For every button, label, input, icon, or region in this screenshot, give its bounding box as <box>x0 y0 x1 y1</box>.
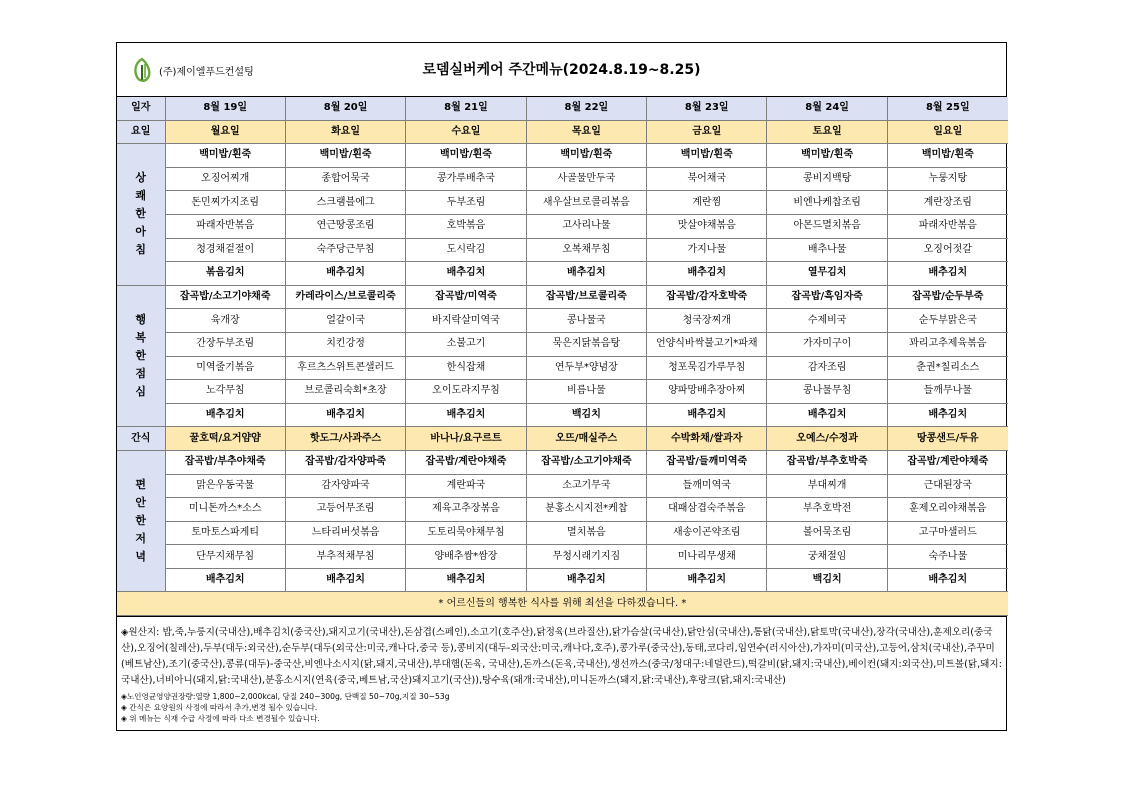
meal-label-char: 한 <box>135 349 147 363</box>
meal-label-text <box>135 311 146 401</box>
date-cell: 8월 21일 <box>406 97 526 120</box>
menu-row <box>117 332 1008 356</box>
menu-item: 분홍소시지전*케찹 <box>526 498 646 522</box>
menu-row <box>117 498 1008 522</box>
menu-item: 배추김치 <box>887 403 1007 427</box>
menu-item: 한식잡채 <box>406 356 526 380</box>
menu-item: 열무김치 <box>767 262 887 286</box>
meal-label-char: 점 <box>135 367 147 381</box>
menu-item: 잡곡밥/순두부죽 <box>887 285 1007 309</box>
slogan-row <box>117 592 1008 616</box>
menu-item: 배추김치 <box>526 262 646 286</box>
menu-item: 연근땅콩조림 <box>285 214 405 238</box>
menu-item: 콩가루배추국 <box>406 167 526 191</box>
menu-item: 잡곡밥/계란야채죽 <box>406 450 526 474</box>
weekday-label: 요일 <box>117 120 165 144</box>
menu-item: 배추김치 <box>285 403 405 427</box>
menu-item: 배추나물 <box>767 238 887 262</box>
meal-label-char: 상 <box>135 171 147 185</box>
date-cell: 8월 23일 <box>647 97 767 120</box>
meal-label-char: 쾌 <box>135 189 147 203</box>
menu-row <box>117 191 1008 215</box>
menu-row <box>117 309 1008 333</box>
meal-label-char: 녁 <box>135 550 147 564</box>
snack-row <box>117 427 1008 451</box>
menu-row <box>117 144 1008 168</box>
menu-item: 계란찜 <box>647 191 767 215</box>
menu-item: 고등어무조림 <box>285 498 405 522</box>
weekday-cell: 일요일 <box>887 120 1007 144</box>
menu-item: 사골물만두국 <box>526 167 646 191</box>
menu-item: 새우살브로콜리볶음 <box>526 191 646 215</box>
menu-item: 배추김치 <box>406 403 526 427</box>
company-name: (주)제이엘푸드컨설팅 <box>159 66 254 78</box>
menu-item: 백김치 <box>526 403 646 427</box>
menu-item: 도시락김 <box>406 238 526 262</box>
weekday-cell: 토요일 <box>767 120 887 144</box>
weekday-cell: 월요일 <box>165 120 285 144</box>
menu-row <box>117 356 1008 380</box>
menu-item: 카레라이스/브로콜리죽 <box>285 285 405 309</box>
menu-item: 고사리나물 <box>526 214 646 238</box>
menu-item: 감자양파국 <box>285 474 405 498</box>
menu-item: 백미밥/흰죽 <box>647 144 767 168</box>
menu-item: 미니돈까스*소스 <box>165 498 285 522</box>
snack-cell: 오예스/수정과 <box>767 427 887 451</box>
menu-item: 브로콜리숙회*초장 <box>285 380 405 404</box>
menu-item: 잡곡밥/브로콜리죽 <box>526 285 646 309</box>
menu-item: 오복채무침 <box>526 238 646 262</box>
date-label: 일자 <box>117 97 165 120</box>
meal-label-text <box>135 169 146 259</box>
menu-item: 미나리무생채 <box>647 545 767 569</box>
snack-cell: 바나나/요구르트 <box>406 427 526 451</box>
menu-item: 잡곡밥/들깨미역죽 <box>647 450 767 474</box>
date-row <box>117 97 1008 120</box>
menu-item: 콩비지백탕 <box>767 167 887 191</box>
menu-item: 제육고추장볶음 <box>406 498 526 522</box>
menu-item: 스크램블에그 <box>285 191 405 215</box>
snack-cell: 핫도그/사과주스 <box>285 427 405 451</box>
meal-label-char: 복 <box>135 331 147 345</box>
sheet-header <box>117 43 1006 97</box>
menu-row <box>117 285 1008 309</box>
menu-item: 백미밥/흰죽 <box>406 144 526 168</box>
menu-row <box>117 545 1008 569</box>
menu-item: 토마토스파게티 <box>165 521 285 545</box>
menu-item: 부추호박전 <box>767 498 887 522</box>
menu-item: 가자미구이 <box>767 332 887 356</box>
slogan-text: * 어르신들의 행복한 식사를 위해 최선을 다하겠습니다. * <box>117 592 1008 616</box>
page-title: 로뎀실버케어 주간메뉴(2024.8.19~8.25) <box>422 62 701 78</box>
menu-item: 돈민찌가지조림 <box>165 191 285 215</box>
menu-item: 백미밥/흰죽 <box>165 144 285 168</box>
meal-label-char: 한 <box>135 514 147 528</box>
menu-item: 오징어찌개 <box>165 167 285 191</box>
menu-item: 간장두부조림 <box>165 332 285 356</box>
menu-item: 묵은지닭볶음탕 <box>526 332 646 356</box>
menu-item: 배추김치 <box>887 568 1007 592</box>
menu-row <box>117 238 1008 262</box>
menu-item: 파래자반볶음 <box>165 214 285 238</box>
menu-item: 맑은우동국물 <box>165 474 285 498</box>
menu-item: 잡곡밥/소고기야채죽 <box>165 285 285 309</box>
meal-label-char: 안 <box>135 496 147 510</box>
menu-sheet <box>116 42 1007 731</box>
menu-row <box>117 450 1008 474</box>
menu-item: 후르츠스위트콘샐러드 <box>285 356 405 380</box>
menu-item: 잡곡밥/소고기야채죽 <box>526 450 646 474</box>
menu-item: 배추김치 <box>647 568 767 592</box>
menu-item: 백김치 <box>767 568 887 592</box>
date-cell: 8월 19일 <box>165 97 285 120</box>
menu-item: 대패삼겹숙주볶음 <box>647 498 767 522</box>
menu-item: 수제비국 <box>767 309 887 333</box>
menu-item: 배추김치 <box>165 403 285 427</box>
weekday-row <box>117 120 1008 144</box>
menu-row <box>117 214 1008 238</box>
weekday-cell: 수요일 <box>406 120 526 144</box>
snack-cell: 수박화채/쌀과자 <box>647 427 767 451</box>
menu-item: 잡곡밥/감자양파죽 <box>285 450 405 474</box>
menu-item: 배추김치 <box>647 262 767 286</box>
menu-item: 무청시래기지짐 <box>526 545 646 569</box>
menu-row <box>117 521 1008 545</box>
date-cell: 8월 22일 <box>526 97 646 120</box>
weekday-cell: 목요일 <box>526 120 646 144</box>
menu-item: 양파망배추장아찌 <box>647 380 767 404</box>
menu-item: 잡곡밥/흑임자죽 <box>767 285 887 309</box>
menu-item: 청경채겉절이 <box>165 238 285 262</box>
menu-item: 꽈리고추제육볶음 <box>887 332 1007 356</box>
menu-item: 배추김치 <box>406 262 526 286</box>
menu-item: 감자조림 <box>767 356 887 380</box>
menu-item: 얼갈이국 <box>285 309 405 333</box>
note-line: ◈노인영균영양권장량:열량 1,800~2,000kcal, 당질 240~300g, 단백질 50~70g,지질 30~53g <box>121 692 450 702</box>
meal-label <box>117 450 165 592</box>
meal-label-char: 행 <box>135 313 147 327</box>
menu-item: 오이도라지무침 <box>406 380 526 404</box>
menu-row <box>117 167 1008 191</box>
menu-item: 느타리버섯볶음 <box>285 521 405 545</box>
menu-item: 미역줄기볶음 <box>165 356 285 380</box>
menu-row <box>117 403 1008 427</box>
meal-label-text <box>135 476 146 566</box>
menu-row <box>117 568 1008 592</box>
menu-item: 두부조림 <box>406 191 526 215</box>
menu-item: 잡곡밥/부추호박죽 <box>767 450 887 474</box>
menu-item: 콩나물무침 <box>767 380 887 404</box>
menu-item: 배추김치 <box>887 262 1007 286</box>
note-line: ◈ 간식은 요양원의 사정에 따라서 추가,변경 될수 있습니다. <box>121 703 318 713</box>
menu-item: 소고기무국 <box>526 474 646 498</box>
weekday-cell: 화요일 <box>285 120 405 144</box>
snack-cell: 땅콩샌드/두유 <box>887 427 1007 451</box>
menu-item: 숙주당근무침 <box>285 238 405 262</box>
menu-item: 종합어묵국 <box>285 167 405 191</box>
menu-item: 춘권*칠리소스 <box>887 356 1007 380</box>
menu-item: 맛살야채볶음 <box>647 214 767 238</box>
meal-label <box>117 285 165 427</box>
meal-label <box>117 144 165 286</box>
menu-item: 배추김치 <box>647 403 767 427</box>
menu-item: 잡곡밥/계란야채죽 <box>887 450 1007 474</box>
menu-item: 배추김치 <box>165 568 285 592</box>
snack-cell: 꿀호떡/요거얌얌 <box>165 427 285 451</box>
menu-item: 볶음김치 <box>165 262 285 286</box>
menu-item: 연두부*양념장 <box>526 356 646 380</box>
menu-item: 가지나물 <box>647 238 767 262</box>
note-line: ◈ 위 메뉴는 식재 수급 사정에 따라 다소 변경될수 있습니다. <box>121 714 320 724</box>
menu-item: 도토리묵야채무침 <box>406 521 526 545</box>
menu-item: 소불고기 <box>406 332 526 356</box>
menu-item: 백미밥/흰죽 <box>526 144 646 168</box>
menu-item: 언양식바싹불고기*파채 <box>647 332 767 356</box>
menu-item: 백미밥/흰죽 <box>285 144 405 168</box>
meal-label-char: 심 <box>135 385 147 399</box>
menu-item: 치킨강정 <box>285 332 405 356</box>
menu-item: 볼어묵조림 <box>767 521 887 545</box>
menu-item: 양배추쌈*쌈장 <box>406 545 526 569</box>
menu-item: 훈제오리야채볶음 <box>887 498 1007 522</box>
menu-item: 노각무침 <box>165 380 285 404</box>
menu-item: 누룽지탕 <box>887 167 1007 191</box>
menu-item: 숙주나물 <box>887 545 1007 569</box>
menu-item: 청포묵김가루무침 <box>647 356 767 380</box>
menu-item: 호박볶음 <box>406 214 526 238</box>
menu-item: 순두부맑은국 <box>887 309 1007 333</box>
menu-item: 백미밥/흰죽 <box>767 144 887 168</box>
menu-item: 북어채국 <box>647 167 767 191</box>
menu-item: 백미밥/흰죽 <box>887 144 1007 168</box>
menu-item: 멸치볶음 <box>526 521 646 545</box>
menu-row <box>117 262 1008 286</box>
meal-label-char: 저 <box>135 532 147 546</box>
menu-item: 배추김치 <box>526 568 646 592</box>
menu-item: 오징어젓갈 <box>887 238 1007 262</box>
meal-label-char: 아 <box>135 225 147 239</box>
menu-item: 부대찌개 <box>767 474 887 498</box>
menu-item: 계란장조림 <box>887 191 1007 215</box>
menu-item: 콩나물국 <box>526 309 646 333</box>
meal-label-char: 편 <box>135 478 147 492</box>
origin-info: ◈원산지: 밥,죽,누룽지(국내산),배추김치(중국산),돼지고기(국내산),돈삼겹(스페인),소고기(호주산),닭정육(브라질산),닭가슴살(국내산),닭안심(국내산),통닭(국내산),닭토막(국내산),장각(국내산),훈제오리(중국산),오징어(칠레산),두부(대두:외국산),순두부(대두(외국산:미국,캐나다,중국 등),콩비지(대두-외국산:미국,캐나다,호주),콩가루(중국산),동태,코다리,임연수(러시아산),가자미(미국산),고등어,삼치(국내산),주꾸미(베트남산),조기(중국산),콩류(대두)-중국산,비엔나소시지(닭,돼지,국내산),부대햄(돈육, 국내산),돈까스(돈육,국내산),생선까스(중국/청대구:네덜란드),떡갈비(닭,돼지:국내산),베이컨(돼지:외국산),미트볼(닭,돼지:국내산),너비아니(돼지,닭:국내산),분홍소시지(연육(중국,베트남,국산)돼지고기(국산)),탕수육(돼개:국내산),미니돈까스(돼지,닭:국내산),후랑크(닭,돼지:국내산) <box>121 627 1002 687</box>
menu-item: 잡곡밥/부추야채죽 <box>165 450 285 474</box>
date-cell: 8월 25일 <box>887 97 1007 120</box>
menu-item: 배추김치 <box>285 568 405 592</box>
date-cell: 8월 20일 <box>285 97 405 120</box>
snack-cell: 오뜨/매실주스 <box>526 427 646 451</box>
menu-item: 비름나물 <box>526 380 646 404</box>
weekday-cell: 금요일 <box>647 120 767 144</box>
menu-item: 비엔나케찹조림 <box>767 191 887 215</box>
menu-item: 들깨미역국 <box>647 474 767 498</box>
menu-item: 근대된장국 <box>887 474 1007 498</box>
menu-item: 새송이곤약조림 <box>647 521 767 545</box>
menu-item: 바지락살미역국 <box>406 309 526 333</box>
date-cell: 8월 24일 <box>767 97 887 120</box>
menu-item: 궁채절임 <box>767 545 887 569</box>
meal-label-char: 침 <box>135 243 147 257</box>
menu-table <box>117 97 1008 616</box>
menu-item: 부추적채무침 <box>285 545 405 569</box>
notes-section <box>117 616 1006 730</box>
menu-item: 파래자반볶음 <box>887 214 1007 238</box>
meal-label-char: 한 <box>135 207 147 221</box>
menu-item: 들깨무나물 <box>887 380 1007 404</box>
menu-item: 잡곡밥/미역죽 <box>406 285 526 309</box>
menu-item: 배추김치 <box>406 568 526 592</box>
menu-item: 잡곡밥/감자호박죽 <box>647 285 767 309</box>
menu-item: 배추김치 <box>767 403 887 427</box>
snack-label: 간식 <box>117 427 165 451</box>
menu-item: 청국장찌개 <box>647 309 767 333</box>
menu-row <box>117 474 1008 498</box>
menu-item: 배추김치 <box>285 262 405 286</box>
menu-item: 계란파국 <box>406 474 526 498</box>
menu-row <box>117 380 1008 404</box>
menu-item: 육개장 <box>165 309 285 333</box>
menu-item: 고구마샐러드 <box>887 521 1007 545</box>
menu-item: 단무지채무침 <box>165 545 285 569</box>
menu-item: 아몬드멸치볶음 <box>767 214 887 238</box>
